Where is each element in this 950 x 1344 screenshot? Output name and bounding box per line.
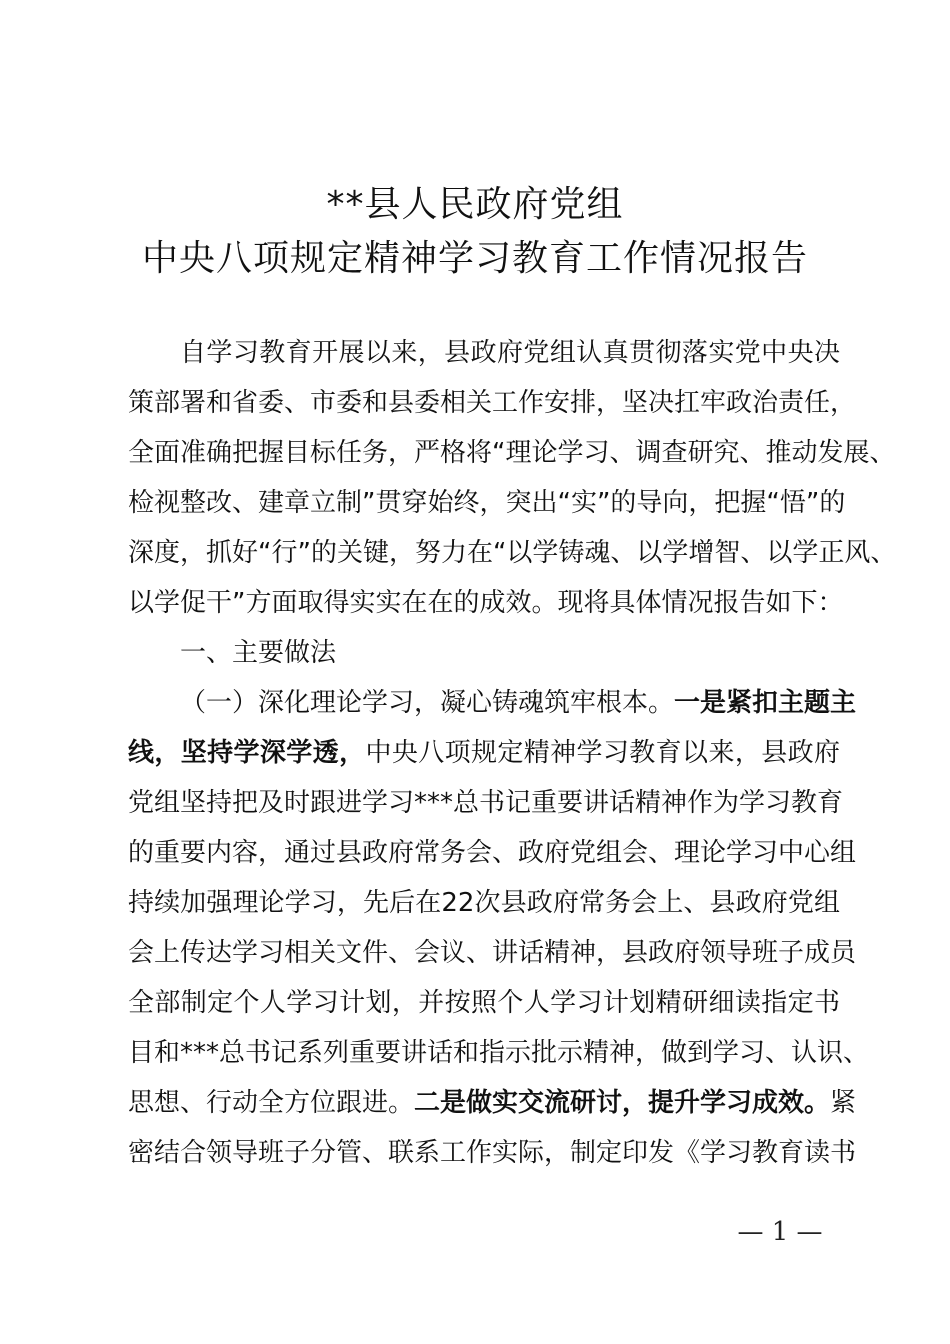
paragraph-line: 目和***总书记系列重要讲话和指示批示精神，做到学习、认识、 <box>128 1038 870 1068</box>
paragraph-text: 思想、行动全方位跟进。 <box>128 1088 415 1118</box>
page-number: — 1 — <box>737 1217 823 1247</box>
paragraph-line: 会上传达学习相关文件、会议、讲话精神，县政府领导班子成员 <box>128 938 857 968</box>
paragraph-line <box>128 728 840 778</box>
title-line-1: **县人民政府党组 <box>326 184 624 225</box>
title-line-2: 中央八项规定精神学习教育工作情况报告 <box>141 238 808 279</box>
paragraph-line: 深度，抓好“行”的关键，努力在“以学铸魂、以学增智、以学正风、 <box>128 538 897 568</box>
paragraph-line: 检视整改、建章立制”贯穿始终，突出“实”的导向，把握“悟”的 <box>128 488 846 518</box>
paragraph-line: 持续加强理论学习，先后在22次县政府常务会上、县政府党组 <box>128 888 840 918</box>
paragraph-line: 策部署和省委、市委和县委相关工作安排，坚决扛牢政治责任， <box>128 388 857 418</box>
section-heading: 一、主要做法 <box>180 638 337 668</box>
document-title <box>0 178 950 286</box>
paragraph-line: 全部制定个人学习计划，并按照个人学习计划精研细读指定书 <box>128 988 840 1018</box>
paragraph-line <box>128 678 857 728</box>
bold-point-text: 一是紧扣主题主 <box>674 688 857 718</box>
paragraph-line: 以学促干”方面取得实实在在的成效。现将具体情况报告如下： <box>128 588 844 618</box>
paragraph-line: 的重要内容，通过县政府常务会、政府党组会、理论学习中心组 <box>128 838 857 868</box>
document-body <box>128 328 897 1178</box>
paragraph-line <box>128 1078 857 1128</box>
paragraph-text: 紧 <box>830 1088 857 1118</box>
paragraph-line: 密结合领导班子分管、联系工作实际，制定印发《学习教育读书 <box>128 1138 857 1168</box>
paragraph-line: 党组坚持把及时跟进学习***总书记重要讲话精神作为学习教育 <box>128 788 844 818</box>
paragraph-text: 中央八项规定精神学习教育以来，县政府 <box>365 738 840 768</box>
subheading-text: （一）深化理论学习，凝心铸魂筑牢根本。 <box>180 688 675 718</box>
bold-point-text: 线，坚持学深学透， <box>128 738 366 768</box>
bold-point-text: 二是做实交流研讨，提升学习成效。 <box>414 1088 831 1118</box>
paragraph-line: 全面准确把握目标任务，严格将“理论学习、调查研究、推动发展、 <box>128 438 896 468</box>
paragraph-line: 自学习教育开展以来，县政府党组认真贯彻落实党中央决 <box>180 338 840 368</box>
